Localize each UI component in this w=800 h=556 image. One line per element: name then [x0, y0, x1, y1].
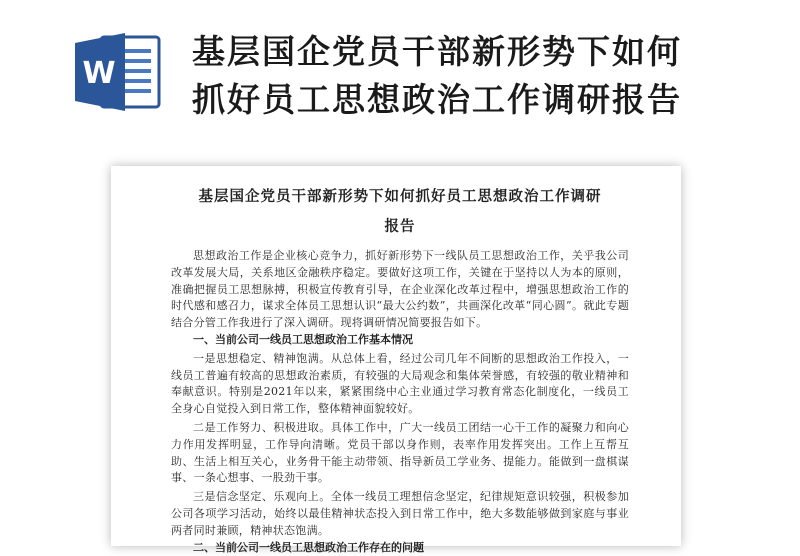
- paragraph-3: 三是信念坚定、乐观向上。全体一线员工理想信念坚定，纪律规矩意识较强，积极参加公司各项学习活动，始终以最佳精神状态投入到日常工作中，绝大多数能够做到家庭与事业两者同时兼顾，精神状态饱满。: [171, 490, 629, 537]
- paragraph-2: 二是工作努力、积极进取。具体工作中，广大一线员工团结一心干工作的凝聚力和向心力作用发挥明显，工作导向清晰。党员干部以身作则，表率作用发挥突出。工作上互帮互助、生活上相互关心，业务骨干能主动带领、指导新员工学业务、提能力。能做到一盘棋谋事、一条心想事、一股劲干事。: [171, 420, 629, 485]
- document-body: [111, 166, 681, 556]
- document-page: [111, 166, 681, 554]
- document-title-line-2: 报告: [384, 218, 416, 235]
- intro-paragraph: 思想政治工作是企业核心竞争力，抓好新形势下一线队员工思想政治工作，关乎我公司改革发展大局，关系地区金融秩序稳定。要做好这项工作，关键在于坚持以人为本的原则，准确把握员工思想脉搏，积极宣传教育引导，在企业深化改革过程中，增强思想政治工作的时代感和感召力，谋求全体员工思想认识“最大公约数”，共画深化改革“同心圆”。就此专题结合分管工作我进行了深入调研。现将调研情况简要报告如下。: [171, 249, 629, 330]
- page-title: [192, 28, 782, 124]
- page-title-line-2: 抓好员工思想政治工作调研报告: [192, 80, 682, 119]
- document-title: [171, 182, 629, 242]
- word-document-icon: [73, 31, 165, 113]
- word-icon-letter: W: [82, 56, 116, 91]
- section-heading-1: 一、当前公司一线员工思想政治工作基本情况: [193, 332, 413, 346]
- page-title-line-1: 基层国企党员干部新形势下如何: [192, 32, 682, 71]
- paragraph-1: 一是思想稳定、精神饱满。从总体上看，经过公司几年不间断的思想政治工作投入，一线员工普遍有较高的思想政治素质，有较强的大局观念和集体荣誉感，有较强的敬业精神和奉献意识。特别是2021年以来，紧紧围绕中心主业通过学习教育常态化制度化，一线员工全身心自觉投入到日常工作，整体精神面貌较好。: [171, 351, 629, 416]
- document-title-line-1: 基层国企党员干部新形势下如何抓好员工思想政治工作调研: [198, 188, 602, 205]
- section-heading-2: 二、当前公司一线员工思想政治工作存在的问题: [193, 540, 424, 554]
